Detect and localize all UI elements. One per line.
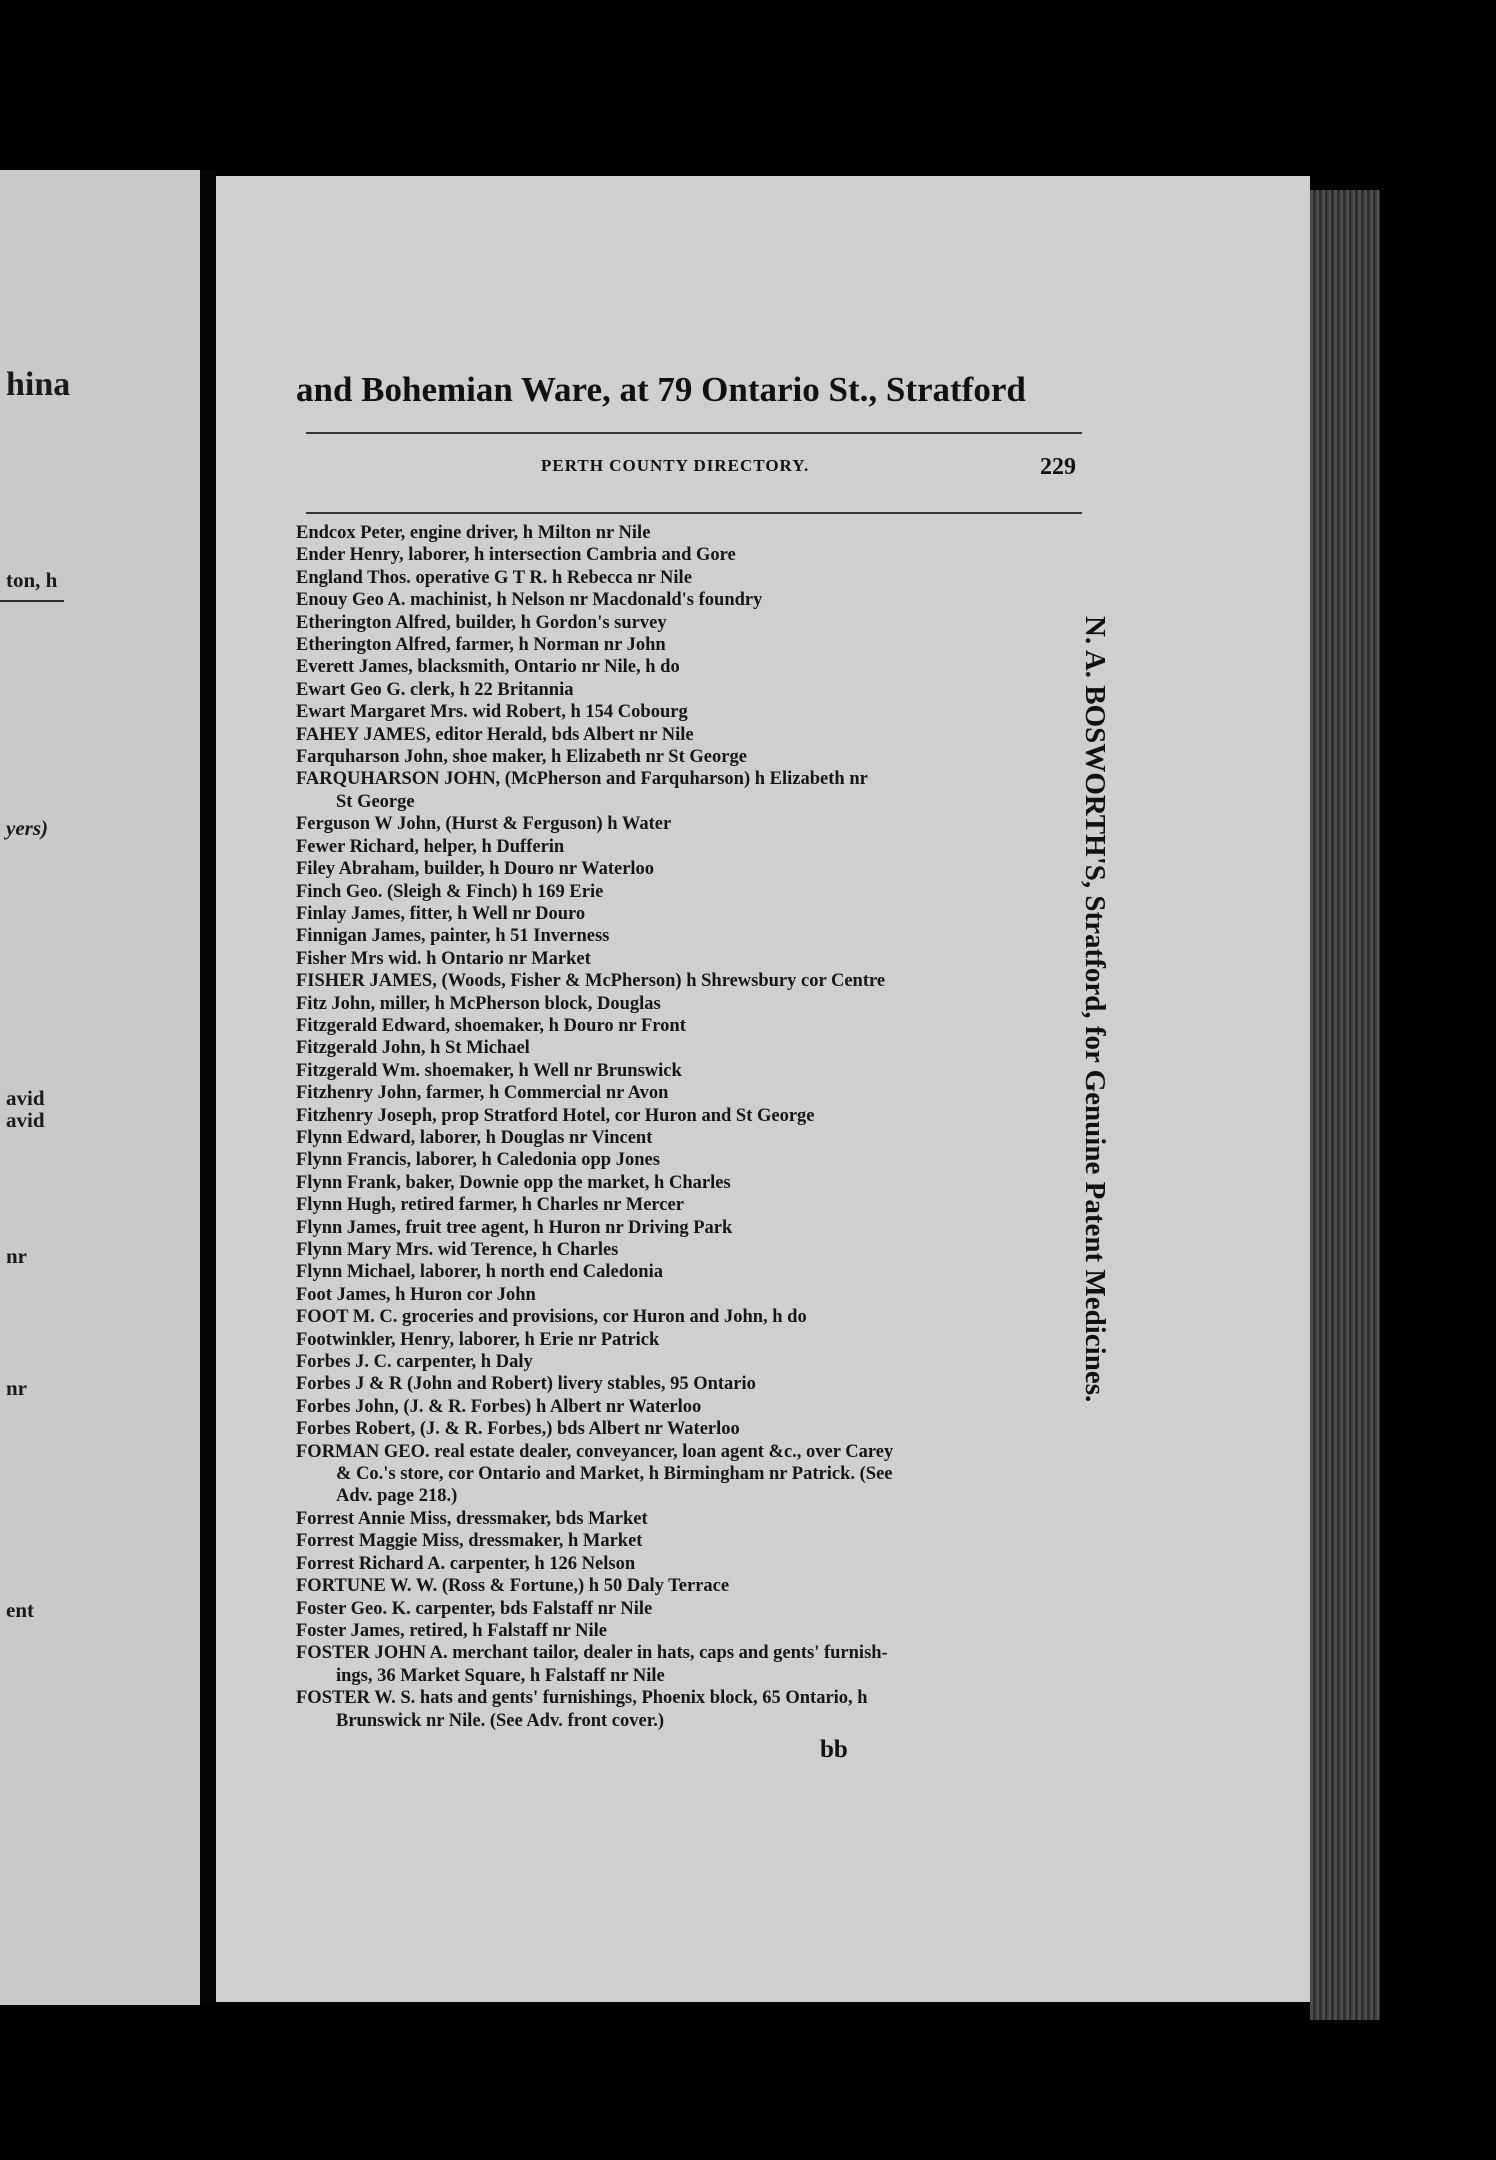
page-stack-edge <box>1310 190 1380 2020</box>
directory-entry: Foster Geo. K. carpenter, bds Falstaff nr Nile <box>296 1598 653 1619</box>
side-advertisement <box>1073 616 1117 1806</box>
directory-entry: Fisher Mrs wid. h Ontario nr Market <box>296 948 591 969</box>
left-page-fragment: avid <box>6 1108 45 1132</box>
directory-entry: Foster James, retired, h Falstaff nr Nile <box>296 1620 608 1641</box>
directory-entry: Etherington Alfred, farmer, h Norman nr John <box>296 635 666 656</box>
directory-entry: Finch Geo. (Sleigh & Finch) h 169 Erie <box>296 881 604 902</box>
directory-entry: Ewart Geo G. clerk, h 22 Britannia <box>296 679 574 700</box>
directory-entry: FOOT M. C. groceries and provisions, cor Huron and John, h do <box>296 1307 807 1328</box>
directory-entry: Ewart Margaret Mrs. wid Robert, h 154 Cobourg <box>296 702 688 723</box>
running-head: PERTH COUNTY DIRECTORY. <box>541 456 810 475</box>
left-page-fragment: nr <box>6 1244 27 1268</box>
directory-entry: Flynn Frank, baker, Downie opp the market, h Charles <box>296 1172 731 1193</box>
directory-entry: Fitzgerald John, h St Michael <box>296 1038 530 1059</box>
page-number: 229 <box>1040 454 1076 480</box>
directory-entry: FAHEY JAMES, editor Herald, bds Albert nr Nile <box>296 724 694 745</box>
directory-entry: Flynn Mary Mrs. wid Terence, h Charles <box>296 1240 619 1260</box>
directory-entry: Fitzgerald Edward, shoemaker, h Douro nr Front <box>296 1015 686 1036</box>
directory-entry-continuation: St George <box>336 791 415 812</box>
directory-entry-continuation: ings, 36 Market Square, h Falstaff nr Nile <box>336 1665 665 1686</box>
directory-entry: Filey Abraham, builder, h Douro nr Waterloo <box>296 859 655 880</box>
directory-entry-continuation: & Co.'s store, cor Ontario and Market, h Birmingham nr Patrick. (See <box>336 1464 893 1485</box>
signature-mark: bb <box>820 1736 848 1763</box>
directory-entry: Forrest Richard A. carpenter, h 126 Nelson <box>296 1553 636 1574</box>
side-ad-text: N. A. BOSWORTH'S, Stratford, for Genuine Patent Medicines. <box>1079 616 1111 1403</box>
directory-entry: Fitzhenry John, farmer, h Commercial nr Avon <box>296 1083 669 1104</box>
left-page-fragment: hina <box>6 366 71 403</box>
directory-entry: Forrest Maggie Miss, dressmaker, h Market <box>296 1531 643 1552</box>
directory-entry: Fitzgerald Wm. shoemaker, h Well nr Brunswick <box>296 1060 682 1081</box>
directory-entry-continuation: Adv. page 218.) <box>336 1486 458 1507</box>
directory-entry-continuation: Brunswick nr Nile. (See Adv. front cover.) <box>336 1710 665 1731</box>
directory-entry: Flynn Hugh, retired farmer, h Charles nr Mercer <box>296 1195 684 1216</box>
left-page-fragment: ent <box>6 1598 34 1622</box>
directory-entry: FORTUNE W. W. (Ross & Fortune,) h 50 Daly Terrace <box>296 1576 730 1597</box>
left-page-rule <box>0 600 64 602</box>
directory-entry: Forbes J. C. carpenter, h Daly <box>296 1352 533 1373</box>
header-rule-top <box>306 432 1082 434</box>
header-ad-line: and Bohemian Ware, at 79 Ontario St., Stratford <box>296 370 1026 409</box>
directory-entry: Farquharson John, shoe maker, h Elizabeth nr St George <box>296 747 747 768</box>
directory-entry: Ferguson W John, (Hurst & Ferguson) h Water <box>296 814 672 835</box>
left-page-fragment: ton, h <box>6 568 58 592</box>
directory-entry: Fitzhenry Joseph, prop Stratford Hotel, cor Huron and St George <box>296 1105 815 1126</box>
directory-entry: Forbes John, (J. & R. Forbes) h Albert nr Waterloo <box>296 1396 702 1417</box>
left-page-edge <box>0 170 200 2005</box>
left-page-fragment: yers) <box>6 816 48 840</box>
directory-entry: Flynn Francis, laborer, h Caledonia opp Jones <box>296 1150 660 1171</box>
directory-entry: FOSTER W. S. hats and gents' furnishings, Phoenix block, 65 Ontario, h <box>296 1688 868 1709</box>
directory-entry: FISHER JAMES, (Woods, Fisher & McPherson) h Shrewsbury cor Centre <box>296 971 886 992</box>
header-rule-bottom <box>306 512 1082 514</box>
left-page-fragment: avid <box>6 1086 45 1110</box>
directory-entry: Etherington Alfred, builder, h Gordon's survey <box>296 612 667 633</box>
directory-entry: Footwinkler, Henry, laborer, h Erie nr Patrick <box>296 1329 660 1350</box>
directory-entry: Flynn Edward, laborer, h Douglas nr Vincent <box>296 1127 653 1148</box>
directory-entry: Finnigan James, painter, h 51 Inverness <box>296 926 610 947</box>
directory-entry: FARQUHARSON JOHN, (McPherson and Farquharson) h Elizabeth nr <box>296 769 868 790</box>
directory-page <box>216 176 1310 2002</box>
directory-entry: Ender Henry, laborer, h intersection Cambria and Gore <box>296 545 736 566</box>
directory-entry: Forrest Annie Miss, dressmaker, bds Market <box>296 1508 648 1529</box>
directory-entry: Fewer Richard, helper, h Dufferin <box>296 836 565 857</box>
directory-entry: Flynn Michael, laborer, h north end Caledonia <box>296 1262 663 1283</box>
directory-entry: Foot James, h Huron cor John <box>296 1284 536 1305</box>
left-page-fragment: nr <box>6 1376 27 1400</box>
directory-entry: FORMAN GEO. real estate dealer, conveyancer, loan agent &c., over Carey <box>296 1441 894 1462</box>
directory-entry: Finlay James, fitter, h Well nr Douro <box>296 903 586 924</box>
book-gutter <box>200 170 216 2005</box>
directory-entry: Forbes J & R (John and Robert) livery stables, 95 Ontario <box>296 1374 756 1395</box>
directory-entry: Enouy Geo A. machinist, h Nelson nr Macdonald's foundry <box>296 590 763 611</box>
directory-entry: Forbes Robert, (J. & R. Forbes,) bds Albert nr Waterloo <box>296 1419 740 1440</box>
directory-entry: England Thos. operative G T R. h Rebecca nr Nile <box>296 567 692 588</box>
directory-entries <box>296 522 1096 1732</box>
directory-entry: Endcox Peter, engine driver, h Milton nr Nile <box>296 523 651 543</box>
directory-entry: Flynn James, fruit tree agent, h Huron nr Driving Park <box>296 1217 733 1238</box>
directory-entry: Fitz John, miller, h McPherson block, Douglas <box>296 993 661 1014</box>
directory-entry: FOSTER JOHN A. merchant tailor, dealer in hats, caps and gents' furnish- <box>296 1643 888 1664</box>
directory-entry: Everett James, blacksmith, Ontario nr Nile, h do <box>296 657 680 678</box>
